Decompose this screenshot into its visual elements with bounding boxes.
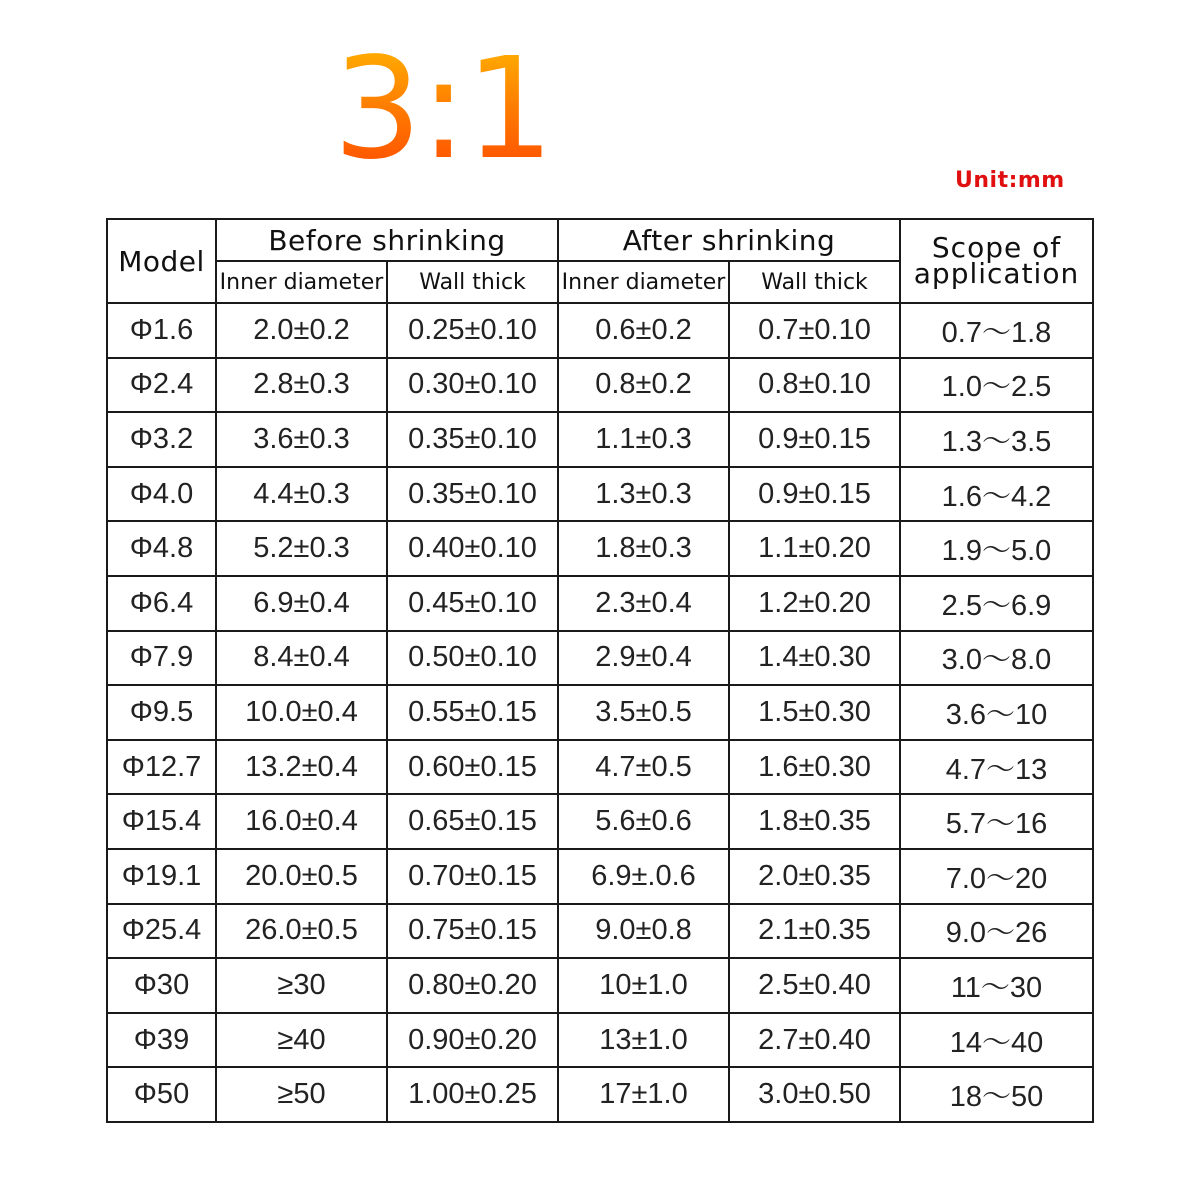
model-cell: Φ19.1 [107,849,216,904]
scope-cell: 3.0～8.0 [900,631,1093,686]
table-row [107,521,1093,576]
after-wall-thick-cell: 0.9±0.15 [729,412,900,467]
scope-cell: 3.6～10 [900,685,1093,740]
after-inner-diameter-cell: 10±1.0 [558,958,729,1013]
after-inner-diameter-cell: 4.7±0.5 [558,740,729,795]
scope-cell: 0.7～1.8 [900,303,1093,358]
after-wall-thick-cell: 1.6±0.30 [729,740,900,795]
scope-cell: 4.7～13 [900,740,1093,795]
scope-cell: 9.0～26 [900,904,1093,959]
model-cell: Φ1.6 [107,303,216,358]
table-row [107,576,1093,631]
after-wall-thick-cell: 1.2±0.20 [729,576,900,631]
before-inner-diameter-cell: 6.9±0.4 [216,576,387,631]
model-cell: Φ30 [107,958,216,1013]
before-wall-thick-cell: 0.30±0.10 [387,358,558,413]
after-wall-thick-cell: 1.1±0.20 [729,521,900,576]
table-row [107,358,1093,413]
scope-header [900,219,1093,303]
before-inner-diameter-cell: 10.0±0.4 [216,685,387,740]
scope-cell: 18～50 [900,1067,1093,1122]
table-row [107,849,1093,904]
after-wall-thick-cell: 2.5±0.40 [729,958,900,1013]
after-wall-thick-cell: 2.0±0.35 [729,849,900,904]
before-wall-thick-cell: 0.60±0.15 [387,740,558,795]
table-row [107,794,1093,849]
after-inner-diameter-cell: 6.9±.0.6 [558,849,729,904]
after-inner-diameter-cell: 2.3±0.4 [558,576,729,631]
after-inner-diameter-cell: 5.6±0.6 [558,794,729,849]
before-wall-thick-cell: 0.55±0.15 [387,685,558,740]
before-inner-diameter-header: Inner diameter [216,261,387,303]
before-inner-diameter-cell: 26.0±0.5 [216,904,387,959]
before-wall-thick-cell: 0.50±0.10 [387,631,558,686]
before-inner-diameter-cell: 2.8±0.3 [216,358,387,413]
table-row [107,904,1093,959]
before-wall-thick-cell: 0.35±0.10 [387,412,558,467]
after-wall-thick-cell: 0.7±0.10 [729,303,900,358]
after-wall-thick-cell: 0.8±0.10 [729,358,900,413]
model-cell: Φ25.4 [107,904,216,959]
model-cell: Φ9.5 [107,685,216,740]
after-inner-diameter-cell: 3.5±0.5 [558,685,729,740]
before-wall-thick-cell: 0.65±0.15 [387,794,558,849]
model-cell: Φ15.4 [107,794,216,849]
before-wall-thick-cell: 0.80±0.20 [387,958,558,1013]
spec-table [106,218,1094,1123]
scope-cell: 11～30 [900,958,1093,1013]
after-inner-diameter-cell: 1.3±0.3 [558,467,729,522]
model-header: Model [107,219,216,303]
after-inner-diameter-cell: 1.1±0.3 [558,412,729,467]
table-row [107,303,1093,358]
after-shrinking-header: After shrinking [558,219,900,261]
model-cell: Φ2.4 [107,358,216,413]
scope-cell: 5.7～16 [900,794,1093,849]
before-wall-thick-cell: 0.90±0.20 [387,1013,558,1068]
after-wall-thick-header: Wall thick [729,261,900,303]
before-wall-thick-cell: 0.75±0.15 [387,904,558,959]
scope-cell: 1.3～3.5 [900,412,1093,467]
before-inner-diameter-cell: 4.4±0.3 [216,467,387,522]
before-inner-diameter-cell: ≥40 [216,1013,387,1068]
after-inner-diameter-cell: 13±1.0 [558,1013,729,1068]
before-wall-thick-cell: 0.25±0.10 [387,303,558,358]
before-wall-thick-cell: 0.40±0.10 [387,521,558,576]
before-inner-diameter-cell: ≥30 [216,958,387,1013]
after-inner-diameter-cell: 1.8±0.3 [558,521,729,576]
table-row [107,740,1093,795]
after-wall-thick-cell: 2.1±0.35 [729,904,900,959]
before-wall-thick-cell: 0.70±0.15 [387,849,558,904]
scope-cell: 7.0～20 [900,849,1093,904]
before-inner-diameter-cell: ≥50 [216,1067,387,1122]
before-inner-diameter-cell: 13.2±0.4 [216,740,387,795]
table-row [107,685,1093,740]
before-inner-diameter-cell: 8.4±0.4 [216,631,387,686]
after-inner-diameter-cell: 17±1.0 [558,1067,729,1122]
unit-note: Unit:mm [955,168,1065,193]
scope-cell: 1.9～5.0 [900,521,1093,576]
scope-header-line1: Scope of [931,231,1062,264]
table-row [107,631,1093,686]
before-inner-diameter-cell: 5.2±0.3 [216,521,387,576]
before-inner-diameter-cell: 2.0±0.2 [216,303,387,358]
before-wall-thick-cell: 0.45±0.10 [387,576,558,631]
after-inner-diameter-cell: 0.6±0.2 [558,303,729,358]
after-inner-diameter-cell: 2.9±0.4 [558,631,729,686]
model-cell: Φ4.8 [107,521,216,576]
scope-header-line2: application [913,257,1080,290]
before-wall-thick-header: Wall thick [387,261,558,303]
model-cell: Φ12.7 [107,740,216,795]
scope-cell: 2.5～6.9 [900,576,1093,631]
model-cell: Φ7.9 [107,631,216,686]
before-wall-thick-cell: 1.00±0.25 [387,1067,558,1122]
before-inner-diameter-cell: 16.0±0.4 [216,794,387,849]
model-cell: Φ4.0 [107,467,216,522]
model-cell: Φ3.2 [107,412,216,467]
after-inner-diameter-header: Inner diameter [558,261,729,303]
header-row-groups [107,219,1093,261]
after-inner-diameter-cell: 9.0±0.8 [558,904,729,959]
after-wall-thick-cell: 1.4±0.30 [729,631,900,686]
before-inner-diameter-cell: 20.0±0.5 [216,849,387,904]
scope-cell: 14～40 [900,1013,1093,1068]
after-wall-thick-cell: 3.0±0.50 [729,1067,900,1122]
after-wall-thick-cell: 1.5±0.30 [729,685,900,740]
model-cell: Φ6.4 [107,576,216,631]
before-inner-diameter-cell: 3.6±0.3 [216,412,387,467]
table-row [107,958,1093,1013]
scope-cell: 1.6～4.2 [900,467,1093,522]
after-wall-thick-cell: 0.9±0.15 [729,467,900,522]
table-row [107,412,1093,467]
table-row [107,1067,1093,1122]
before-wall-thick-cell: 0.35±0.10 [387,467,558,522]
before-shrinking-header: Before shrinking [216,219,558,261]
model-cell: Φ39 [107,1013,216,1068]
ratio-title: 3:1 [333,28,553,191]
model-cell: Φ50 [107,1067,216,1122]
scope-cell: 1.0～2.5 [900,358,1093,413]
after-inner-diameter-cell: 0.8±0.2 [558,358,729,413]
table-row [107,1013,1093,1068]
after-wall-thick-cell: 1.8±0.35 [729,794,900,849]
after-wall-thick-cell: 2.7±0.40 [729,1013,900,1068]
table-body [107,303,1093,1122]
table-row [107,467,1093,522]
